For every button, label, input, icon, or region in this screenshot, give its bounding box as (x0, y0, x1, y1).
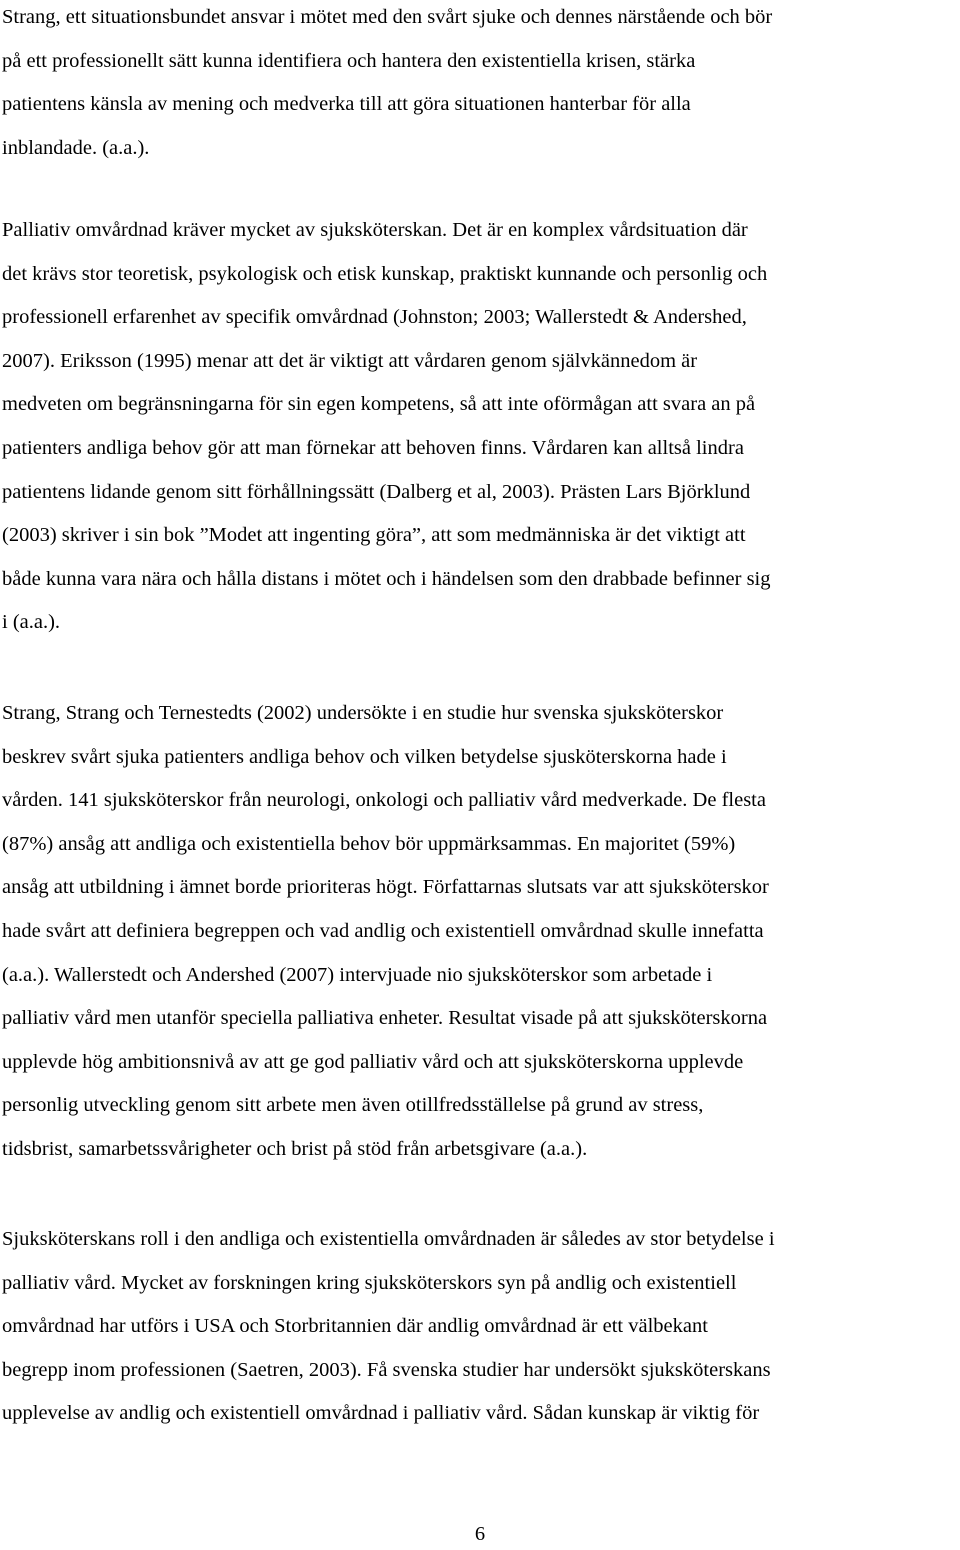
text-line: beskrev svårt sjuka patienters andliga behov och vilken betydelse sjusköterskorna hade i (2, 745, 727, 768)
text-line: (a.a.). Wallerstedt och Andershed (2007) intervjuade nio sjuksköterskor som arbetade i (2, 963, 713, 986)
text-line: (2003) skriver i sin bok ”Modet att ingenting göra”, att som medmänniska är det viktigt att (2, 524, 746, 547)
text-line: medveten om begränsningarna för sin egen kompetens, så att inte oförmågan att svara an på (2, 393, 756, 416)
text-line: patientens känsla av mening och medverka till att göra situationen hanterbar för alla (2, 93, 691, 116)
paragraph-3 (2, 692, 958, 1172)
text-line: Strang, Strang och Ternestedts (2002) undersökte i en studie hur svenska sjuksköterskor (2, 702, 724, 724)
text-line: hade svårt att definiera begreppen och vad andlig och existentiell omvårdnad skulle innefatta (2, 919, 764, 942)
text-line: palliativ vård. Mycket av forskningen kring sjuksköterskors syn på andlig och existentiell (2, 1271, 737, 1294)
text-line: patienters andliga behov gör att man förnekar att behoven finns. Vårdaren kan alltså lindra (2, 436, 744, 459)
paragraph-4 (2, 1218, 958, 1436)
text-line: i (a.a.). (2, 611, 61, 634)
text-line: inblandade. (a.a.). (2, 136, 150, 159)
text-line: (87%) ansåg att andliga och existentiella behov bör uppmärksammas. En majoritet (59%) (2, 832, 736, 855)
text-line: vården. 141 sjuksköterskor från neurologi, onkologi och palliativ vård medverkade. De flesta (2, 789, 766, 812)
text-line: på ett professionellt sätt kunna identifiera och hantera den existentiella krisen, stärka (2, 49, 696, 72)
text-line: det krävs stor teoretisk, psykologisk och etisk kunskap, praktiskt kunnande och personlig och (2, 262, 768, 285)
text-line: Sjuksköterskans roll i den andliga och existentiella omvårdnaden är således av stor betydelse i (2, 1228, 775, 1250)
page-number: 6 (474, 1523, 486, 1545)
text-line: patientens lidande genom sitt förhållningssätt (Dalberg et al, 2003). Prästen Lars Björklund (2, 480, 751, 503)
text-line: Palliativ omvårdnad kräver mycket av sjuksköterskan. Det är en komplex vårdsituation där (2, 219, 748, 241)
text-line: palliativ vård men utanför speciella palliativa enheter. Resultat visade på att sjuksköterskorna (2, 1007, 768, 1030)
text-line: Strang, ett situationsbundet ansvar i mötet med den svårt sjuke och dennes närstående och bör (2, 6, 773, 28)
text-line: professionell erfarenhet av specifik omvårdnad (Johnston; 2003; Wallerstedt & Andershed, (2, 306, 747, 329)
text-line: 2007). Eriksson (1995) menar att det är viktigt att vårdaren genom självkännedom är (2, 349, 698, 372)
text-line: begrepp inom professionen (Saetren, 2003). Få svenska studier har undersökt sjuksköterskans (2, 1358, 771, 1381)
text-line: både kunna vara nära och hålla distans i mötet och i händelsen som den drabbade befinner sig (2, 567, 771, 590)
text-line: personlig utveckling genom sitt arbete men även otillfredsställelse på grund av stress, (2, 1094, 704, 1117)
text-line: upplevde hög ambitionsnivå av att ge god palliativ vård och att sjuksköterskorna upplevde (2, 1050, 744, 1073)
text-line: tidsbrist, samarbetssvårigheter och brist på stöd från arbetsgivare (a.a.). (2, 1137, 588, 1160)
paragraph-2 (2, 209, 958, 645)
text-line: ansåg att utbildning i ämnet borde prioriteras högt. Författarnas slutsats var att sjuksköterskor (2, 876, 769, 899)
text-line: omvårdnad har utförs i USA och Storbritannien där andlig omvårdnad är ett välbekant (2, 1315, 708, 1338)
text-line: upplevelse av andlig och existentiell omvårdnad i palliativ vård. Sådan kunskap är viktig för (2, 1402, 760, 1425)
paragraph-1 (2, 0, 958, 170)
